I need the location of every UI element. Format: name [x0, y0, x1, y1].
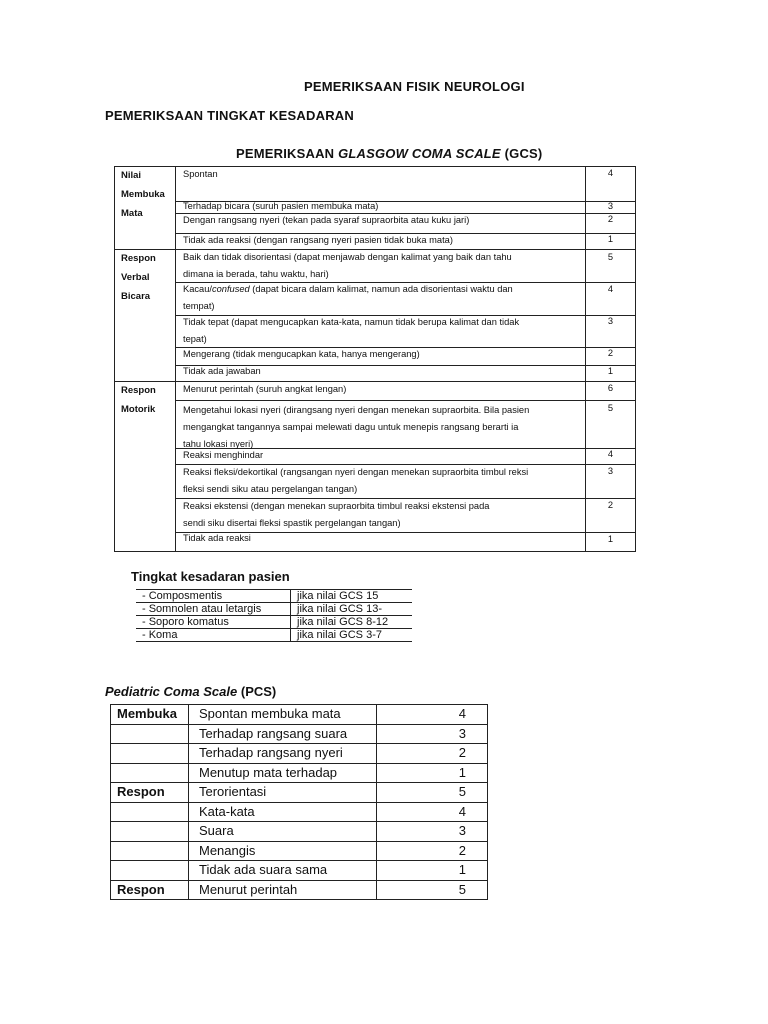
pcs-heading-italic: Pediatric Coma Scale	[105, 684, 238, 699]
pcs-desc-cell: Terhadap rangsang nyeri	[189, 744, 377, 764]
gcs-table	[114, 166, 636, 552]
pcs-group-cell	[111, 744, 189, 764]
gcs-heading-italic: GLASGOW COMA SCALE	[338, 146, 501, 161]
pcs-desc-cell: Spontan membuka mata	[189, 705, 377, 725]
table-row	[111, 880, 488, 900]
gcs-group-label-line: Mata	[121, 208, 143, 219]
gcs-row-line: Tidak ada reaksi (dengan rangsang nyeri pasien tidak buka mata)	[183, 235, 453, 245]
pcs-score-cell: 1	[377, 861, 488, 881]
state-cell: - Composmentis	[136, 590, 291, 603]
gcs-row-line-prefix: Kacau/	[183, 284, 212, 294]
gcs-group-label-line: Bicara	[121, 291, 151, 302]
gcs-row-desc	[183, 464, 579, 498]
gcs-row-desc	[183, 363, 579, 380]
gcs-group-label-line: Nilai	[121, 170, 142, 181]
pcs-group-cell: Respon	[111, 880, 189, 900]
range-cell: jika nilai GCS 8-12	[291, 616, 413, 629]
gcs-group-label-line: Verbal	[121, 272, 150, 283]
gcs-row-line: Reaksi ekstensi (dengan menekan supraorbita timbul reaksi ekstensi pada	[183, 501, 490, 511]
gcs-row-score: 4	[607, 449, 614, 459]
pcs-group-cell	[111, 802, 189, 822]
gcs-row-line-italic: confused	[211, 284, 250, 294]
gcs-row-desc	[183, 232, 579, 249]
pcs-desc-cell: Terorientasi	[189, 783, 377, 803]
pcs-desc-cell: Menutup mata terhadap	[189, 763, 377, 783]
gcs-row-line: Tidak ada reaksi	[183, 533, 251, 543]
state-cell: - Koma	[136, 629, 291, 642]
table-row	[136, 590, 412, 603]
pcs-desc-cell: Suara	[189, 822, 377, 842]
gcs-row-line: Spontan	[183, 169, 218, 179]
gcs-row-line	[183, 281, 579, 298]
gcs-row-desc	[183, 498, 579, 532]
gcs-group-eye	[121, 166, 165, 223]
gcs-row-score: 4	[607, 168, 614, 178]
gcs-row-score: 2	[607, 348, 614, 358]
gcs-row-line: Mengerang (tidak mengucapkan kata, hanya mengerang)	[183, 349, 420, 359]
gcs-row-line-rest: (dapat bicara dalam kalimat, namun ada disorientasi waktu dan	[249, 284, 513, 294]
pcs-group-cell	[111, 841, 189, 861]
table-row	[111, 724, 488, 744]
gcs-row-score: 2	[607, 214, 614, 224]
pcs-score-cell: 3	[377, 822, 488, 842]
gcs-heading	[236, 146, 542, 161]
page-title: PEMERIKSAAN FISIK NEUROLOGI	[304, 79, 525, 94]
gcs-row-line: Menurut perintah (suruh angkat lengan)	[183, 384, 347, 394]
pcs-score-cell: 4	[377, 802, 488, 822]
gcs-row-score: 1	[607, 234, 614, 244]
gcs-row-line: Mengetahui lokasi nyeri (dirangsang nyeri dengan menekan supraorbita. Bila pasien	[183, 405, 530, 415]
gcs-row-score: 5	[607, 403, 614, 413]
gcs-group-label-line: Membuka	[121, 189, 165, 200]
table-row	[111, 841, 488, 861]
gcs-row-score: 6	[607, 383, 614, 393]
gcs-row-desc	[183, 249, 579, 283]
table-row	[111, 802, 488, 822]
gcs-row-desc	[183, 314, 579, 348]
gcs-row-score: 3	[607, 316, 614, 326]
consciousness-level-title: Tingkat kesadaran pasien	[131, 569, 290, 584]
range-cell: jika nilai GCS 13-	[291, 603, 413, 616]
pcs-score-cell: 5	[377, 783, 488, 803]
gcs-row-line: fleksi sendi siku atau pergelangan tangan)	[183, 484, 358, 494]
pcs-group-cell: Respon	[111, 783, 189, 803]
range-cell: jika nilai GCS 15	[291, 590, 413, 603]
gcs-row-score: 2	[607, 500, 614, 510]
gcs-heading-prefix: PEMERIKSAAN	[236, 146, 335, 161]
gcs-row-line: Reaksi menghindar	[183, 450, 264, 460]
gcs-row-desc	[183, 402, 579, 453]
gcs-row-score: 5	[607, 252, 614, 262]
state-cell: - Soporo komatus	[136, 616, 291, 629]
gcs-row-line: Baik dan tidak disorientasi (dapat menjawab dengan kalimat yang baik dan tahu	[183, 252, 512, 262]
table-row	[136, 616, 412, 629]
range-cell: jika nilai GCS 3-7	[291, 629, 413, 642]
table-row	[111, 822, 488, 842]
pcs-group-cell	[111, 724, 189, 744]
pcs-desc-cell: Menangis	[189, 841, 377, 861]
gcs-heading-suffix: (GCS)	[504, 146, 543, 161]
gcs-row-score: 4	[607, 284, 614, 294]
gcs-row-line: tepat)	[183, 334, 207, 344]
gcs-row-score: 1	[607, 534, 614, 544]
gcs-row-desc	[183, 166, 579, 183]
gcs-row-score: 3	[607, 466, 614, 476]
pcs-score-cell: 4	[377, 705, 488, 725]
table-row	[111, 705, 488, 725]
table-row	[111, 783, 488, 803]
gcs-row-line: sendi siku disertai fleksi spastik pergelangan tangan)	[183, 518, 401, 528]
gcs-row-line: dimana ia berada, tahu waktu, hari)	[183, 269, 329, 279]
pcs-desc-cell: Kata-kata	[189, 802, 377, 822]
pcs-group-cell	[111, 763, 189, 783]
gcs-row-line: Tidak tepat (dapat mengucapkan kata-kata, namun tidak berupa kalimat dan tidak	[183, 317, 520, 327]
gcs-row-line: mengangkat tangannya sampai melewati dagu untuk menepis rangsang berarti ia	[183, 422, 519, 432]
gcs-row-desc	[183, 447, 579, 464]
gcs-group-verbal	[121, 249, 156, 306]
gcs-row-line: tahu lokasi nyeri)	[183, 439, 254, 449]
pcs-table	[110, 704, 488, 900]
gcs-group-label-line: Motorik	[121, 404, 156, 415]
pcs-score-cell: 2	[377, 841, 488, 861]
pcs-group-cell	[111, 861, 189, 881]
gcs-group-label-line: Respon	[121, 385, 156, 396]
pcs-group-cell	[111, 822, 189, 842]
pcs-heading-suffix: (PCS)	[240, 684, 277, 699]
gcs-row-desc	[183, 381, 579, 398]
gcs-group-motor	[121, 381, 156, 419]
pcs-score-cell: 5	[377, 880, 488, 900]
gcs-row-desc	[183, 281, 579, 315]
pcs-score-cell: 3	[377, 724, 488, 744]
pcs-desc-cell: Terhadap rangsang suara	[189, 724, 377, 744]
gcs-row-line: Tidak ada jawaban	[183, 366, 261, 376]
pcs-score-cell: 2	[377, 744, 488, 764]
gcs-row-desc	[183, 212, 579, 229]
state-cell: - Somnolen atau letargis	[136, 603, 291, 616]
gcs-row-line: tempat)	[183, 301, 215, 311]
gcs-group-column	[115, 166, 176, 551]
pcs-heading	[105, 684, 276, 699]
pcs-desc-cell: Menurut perintah	[189, 880, 377, 900]
pcs-score-cell: 1	[377, 763, 488, 783]
gcs-row-score: 1	[607, 366, 614, 376]
table-row	[111, 763, 488, 783]
gcs-group-label-line: Respon	[121, 253, 156, 264]
section-heading: PEMERIKSAAN TINGKAT KESADARAN	[105, 108, 354, 123]
table-row	[111, 861, 488, 881]
pcs-desc-cell: Tidak ada suara sama	[189, 861, 377, 881]
table-rule	[176, 400, 635, 401]
table-row	[136, 603, 412, 616]
table-row	[111, 744, 488, 764]
gcs-row-score: 3	[607, 201, 614, 211]
gcs-row-line: Dengan rangsang nyeri (tekan pada syaraf supraorbita atau kuku jari)	[183, 215, 470, 225]
gcs-row-desc	[183, 346, 579, 363]
gcs-row-line: Terhadap bicara (suruh pasien membuka mata)	[183, 201, 379, 211]
pcs-group-cell: Membuka	[111, 705, 189, 725]
gcs-row-desc	[183, 530, 579, 547]
consciousness-level-table	[136, 589, 412, 642]
gcs-row-line: Reaksi fleksi/dekortikal (rangsangan nyeri dengan menekan supraorbita timbul reksi	[183, 467, 529, 477]
table-row	[136, 629, 412, 642]
